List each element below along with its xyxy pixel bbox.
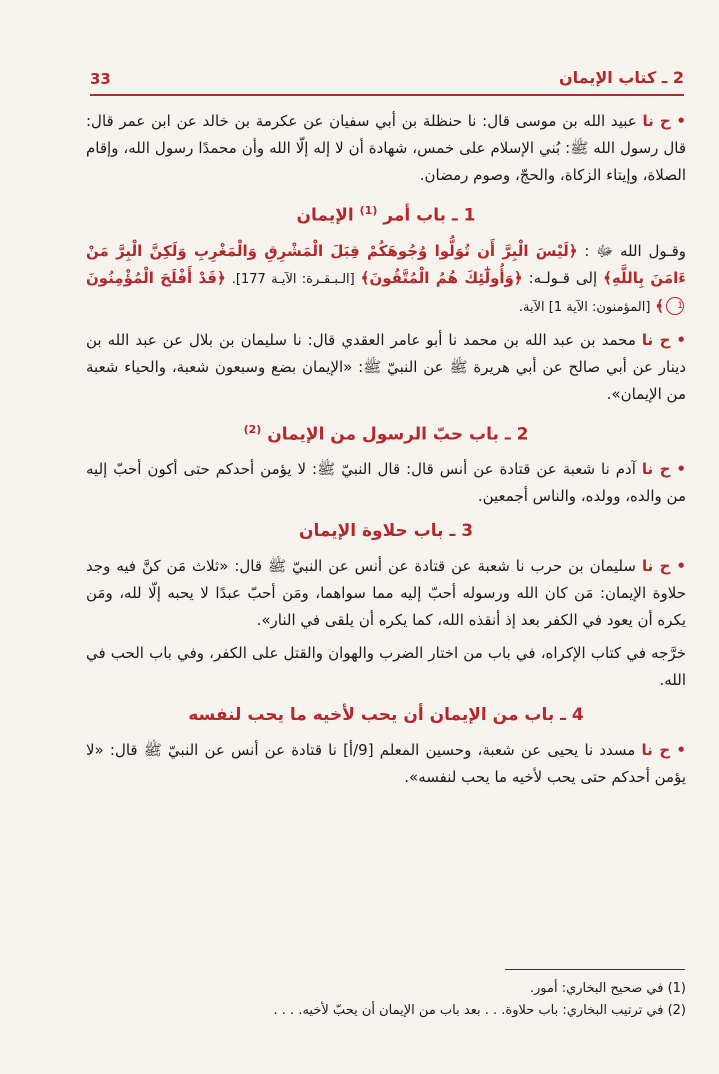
verse-reference: [المؤمنون: الآية 1] الآية. <box>518 299 651 315</box>
footnote: (1) في صحيح البخاري: أمور. <box>529 981 686 996</box>
hadith-paragraph <box>86 456 686 510</box>
footnote: (2) في ترتيب البخاري: باب حلاوة. . . بعد باب من الإيمان أن يحبّ لأخيه. . . . <box>273 1003 686 1018</box>
verse-reference: [الـبـقـرة: الآيـة 177]. <box>231 271 355 287</box>
hadith-text: آدم نا شعبة عن قتادة عن أنس قال: قال النبيّ ﷺ: لا يؤمن أحدكم حتى أكون أحبّ إليه من والده، وولده، والناس أجمعين. <box>86 460 686 506</box>
quran-verse: ﴿لَيْسَ الْبِرَّ أَن تُوَلُّوا وُجُوهَكُمْ قِبَلَ الْمَشْرِقِ وَالْمَغْرِبِ وَلَكِنَّ الْبِرَّ مَنْ ءَامَنَ بِاللَّهِ﴾ <box>86 241 686 287</box>
hadith-paragraph <box>86 737 686 791</box>
hadith-paragraph <box>86 108 686 189</box>
section-heading <box>86 702 686 729</box>
section-heading <box>86 197 686 230</box>
hadith-marker: ح نا <box>641 741 671 760</box>
header-rule <box>90 94 684 96</box>
main-text <box>86 108 686 797</box>
quran-lead: وقـول الله ﷻ : <box>584 241 686 260</box>
commentary-paragraph: خرَّجه في كتاب الإكراه، في باب من اختار الضرب والهوان والقتل على الكفر، وفي باب الحب في الله. <box>86 644 686 690</box>
heading-text: 2 ـ باب حبّ الرسول من الإيمان <box>267 424 529 445</box>
footnote-rule <box>505 969 685 970</box>
hadith-marker: ح نا <box>642 112 671 130</box>
heading-text: 4 ـ باب من الإيمان أن يحب لأخيه ما يحب لنفسه <box>188 705 584 726</box>
bullet-icon: • <box>676 557 686 576</box>
bullet-icon: • <box>676 112 686 130</box>
page-number: 33 <box>90 70 111 88</box>
quran-paragraph <box>86 238 686 321</box>
hadith-text: محمد بن عبد الله بن محمد نا أبو عامر العقدي قال: نا سليمان بن بلال عن عبد الله بن دينار عن أبي صالح عن أبي هريرة ﷺ عن النبيّ ﷺ: «الإيمان بضع وسبعون شعبة، والحياء شعبة من الإيمان». <box>86 330 686 403</box>
hadith-marker: ح نا <box>641 557 671 576</box>
quran-verse-end: ﴾ <box>655 296 664 315</box>
bullet-icon: • <box>676 330 686 349</box>
bullet-icon: • <box>676 741 686 760</box>
ayah-number-icon: 1 <box>666 297 684 315</box>
footnote-ref: (2) <box>243 422 262 436</box>
hadith-paragraph <box>86 553 686 634</box>
footnotes <box>86 978 686 1022</box>
heading-text: 3 ـ باب حلاوة الإيمان <box>298 521 474 542</box>
hadith-text: سليمان بن حرب نا شعبة عن قتادة عن أنس عن النبيّ ﷺ قال: «ثلاث مَن كنَّ فيه وجد حلاوة الإيمان: مَن كان الله ورسوله أحبّ إليه مما سواهما، ومَن أحبّ عبدًا لا يحبه إلّا لله، ومَن يكره أن يعود في الكفر بعد إذ أنقذه الله، كما يكره أن يلقى في النار». <box>86 557 686 630</box>
section-heading <box>86 518 686 545</box>
quran-verse: ﴿قَدْ أَفْلَحَ الْمُؤْمِنُونَ <box>86 268 226 287</box>
page-header <box>90 64 684 94</box>
hadith-text: عبيد الله بن موسى قال: نا حنظلة بن أبي سفيان عن عكرمة بن خالد عن ابن عمر قال: قال رسول الله ﷺ: بُني الإسلام على خمس، شهادة أن لا إله إلّا الله وأن محمدًا رسول الله، وإقام الصلاة، وإيتاء الزكاة، والحجّ، وصوم رمضان. <box>86 112 686 184</box>
section-heading <box>86 416 686 449</box>
hadith-marker: ح نا <box>641 460 671 479</box>
heading-text: 1 ـ باب أمر <box>383 205 476 226</box>
quran-mid: إلى قـولـه: <box>528 268 598 287</box>
hadith-paragraph <box>86 327 686 408</box>
quran-verse: ﴿وَأُولَٰٓئِكَ هُمُ الْمُتَّقُونَ﴾ <box>360 268 523 287</box>
footnote-ref: (1) <box>359 204 378 217</box>
running-head: 2 ـ كتاب الإيمان <box>558 68 684 87</box>
hadith-text: مسدد نا يحيى عن شعبة، وحسين المعلم [9/أ] نا قتادة عن أنس عن النبيّ ﷺ قال: «لا يؤمن أحدكم حتى يحب لأخيه ما يحب لنفسه». <box>86 741 686 787</box>
bullet-icon: • <box>676 460 686 479</box>
heading-text-after: الإيمان <box>296 205 354 226</box>
hadith-marker: ح نا <box>641 330 671 349</box>
